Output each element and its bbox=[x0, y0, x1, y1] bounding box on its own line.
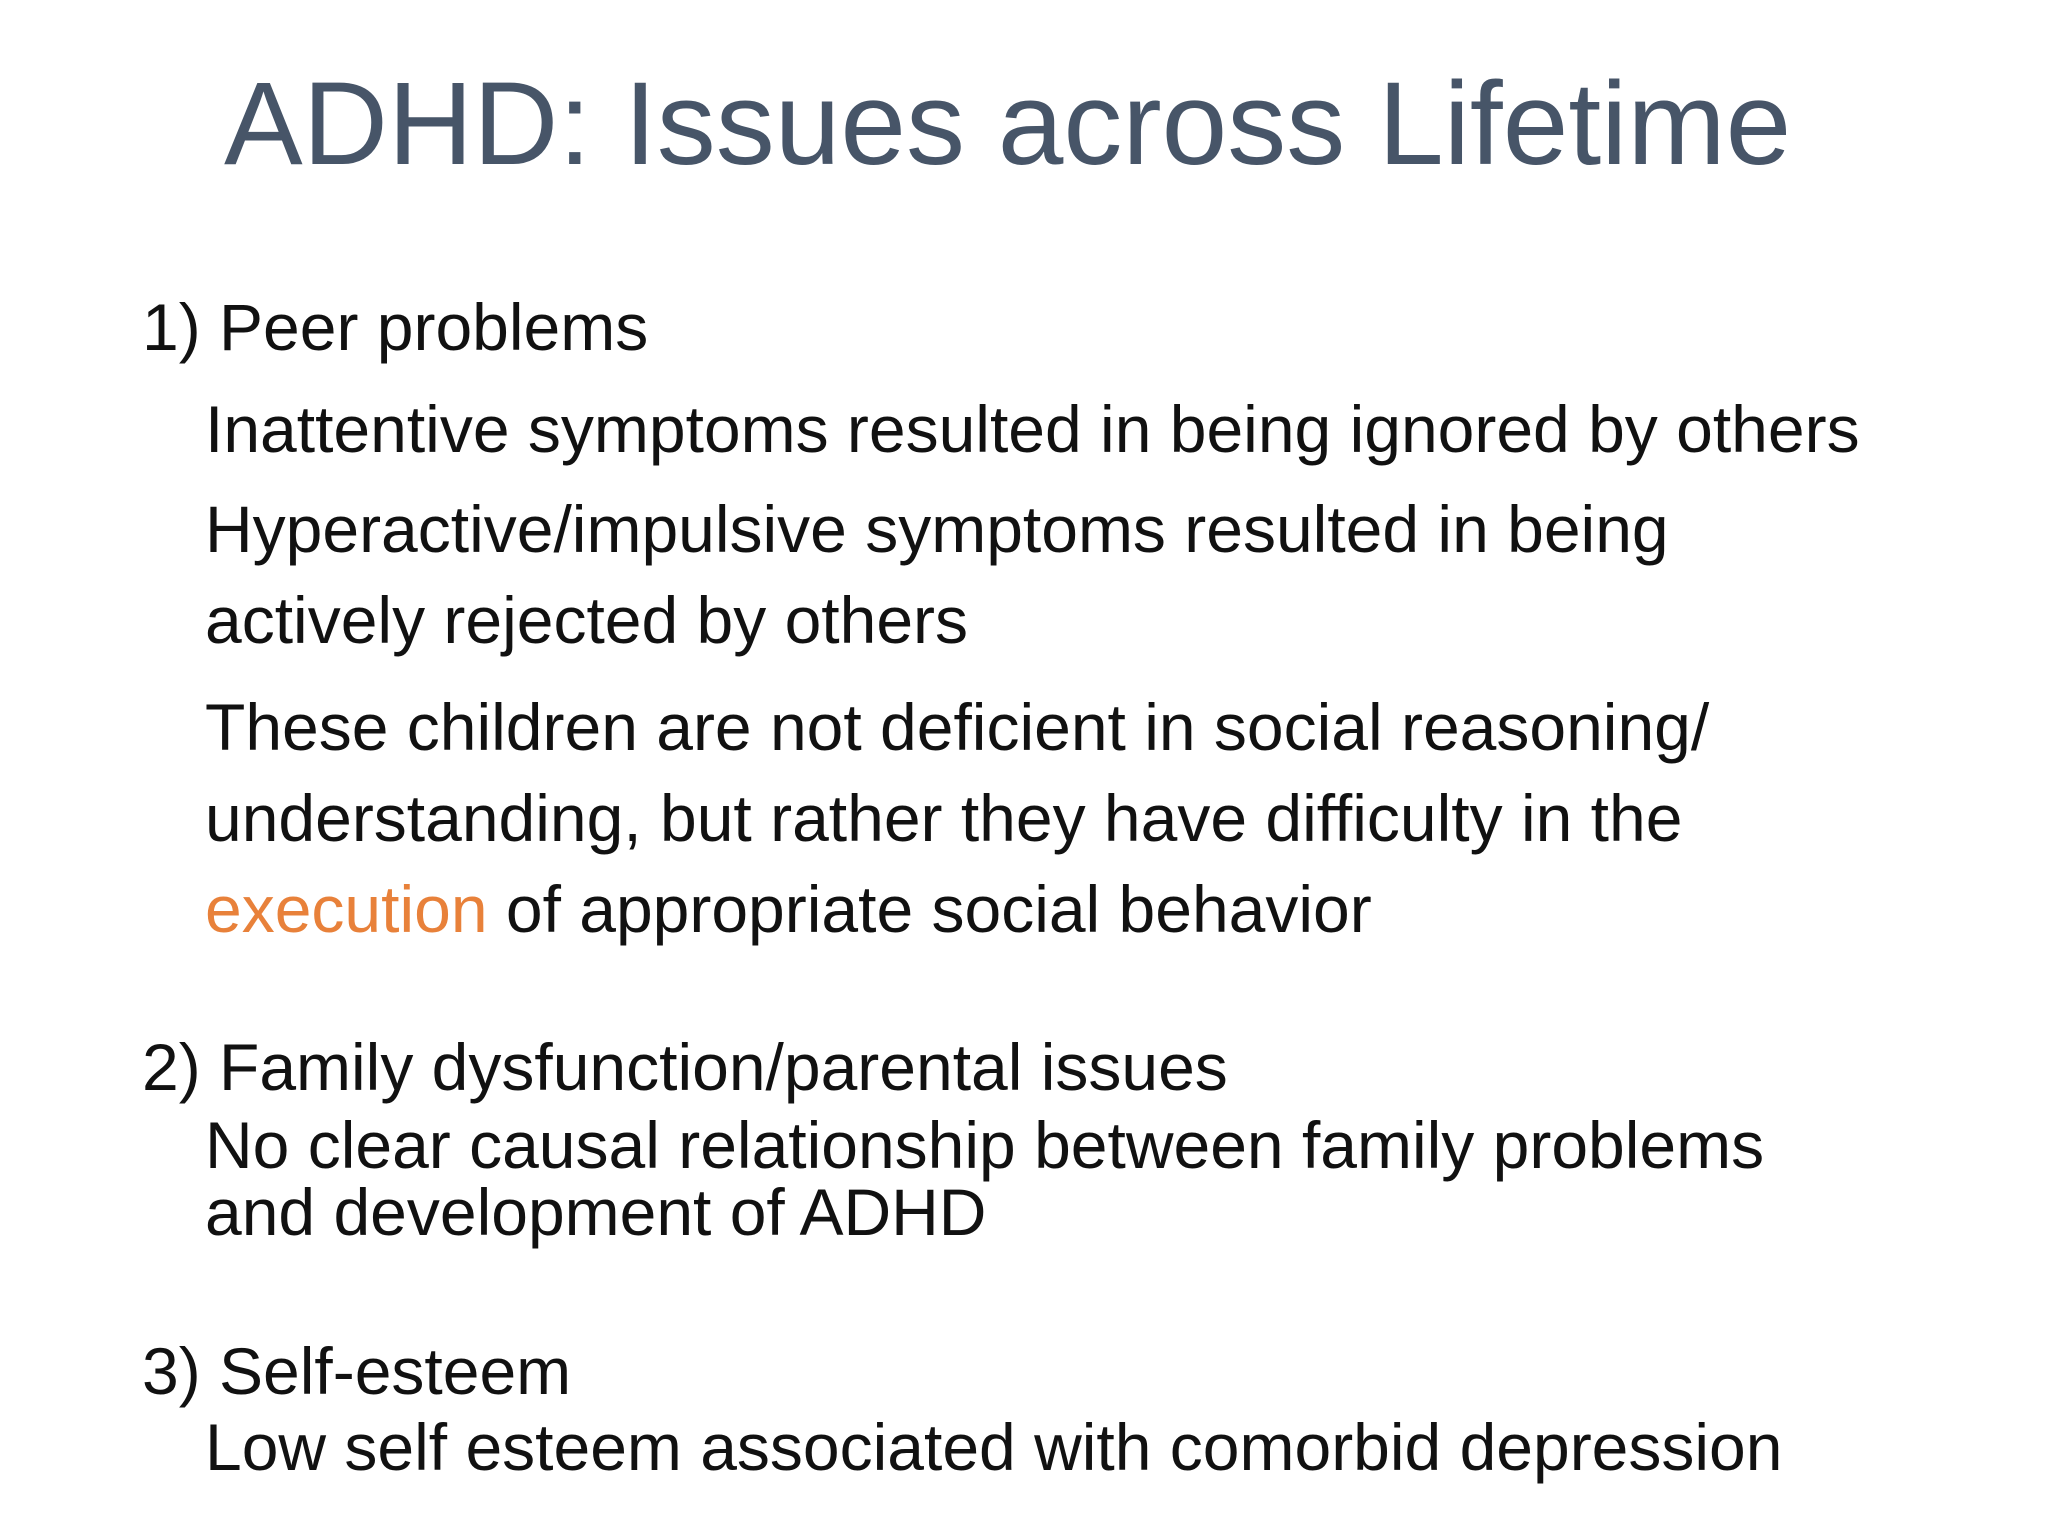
bullet-line: No clear causal relationship between family problems bbox=[205, 1108, 1765, 1182]
bullet-inattentive bbox=[205, 384, 1860, 475]
bullet-line: These children are not deficient in social reasoning/ bbox=[205, 690, 1710, 764]
section-heading-peer-problems: 1) Peer problems bbox=[142, 290, 649, 364]
slide-title: ADHD: Issues across Lifetime bbox=[224, 58, 1792, 190]
bullet-line: of appropriate social behavior bbox=[487, 872, 1372, 946]
section-heading-self-esteem: 3) Self-esteem bbox=[142, 1334, 572, 1408]
bullet-low-self-esteem bbox=[205, 1402, 1782, 1493]
bullet-family-problems bbox=[205, 1108, 1765, 1249]
bullet-line: understanding, but rather they have difficulty in the bbox=[205, 781, 1683, 855]
bullet-line: Hyperactive/impulsive symptoms resulted in being bbox=[205, 492, 1669, 566]
bullet-line: Low self esteem associated with comorbid depression bbox=[205, 1410, 1783, 1484]
bullet-line: Inattentive symptoms resulted in being ignored by others bbox=[205, 392, 1860, 466]
section-heading-family-dysfunction: 2) Family dysfunction/parental issues bbox=[142, 1030, 1228, 1104]
bullet-hyperactive bbox=[205, 484, 1669, 666]
highlighted-word-execution: execution bbox=[205, 872, 488, 946]
bullet-social-reasoning bbox=[205, 682, 1709, 955]
bullet-line: and development of ADHD bbox=[205, 1175, 987, 1249]
bullet-line: actively rejected by others bbox=[205, 583, 969, 657]
